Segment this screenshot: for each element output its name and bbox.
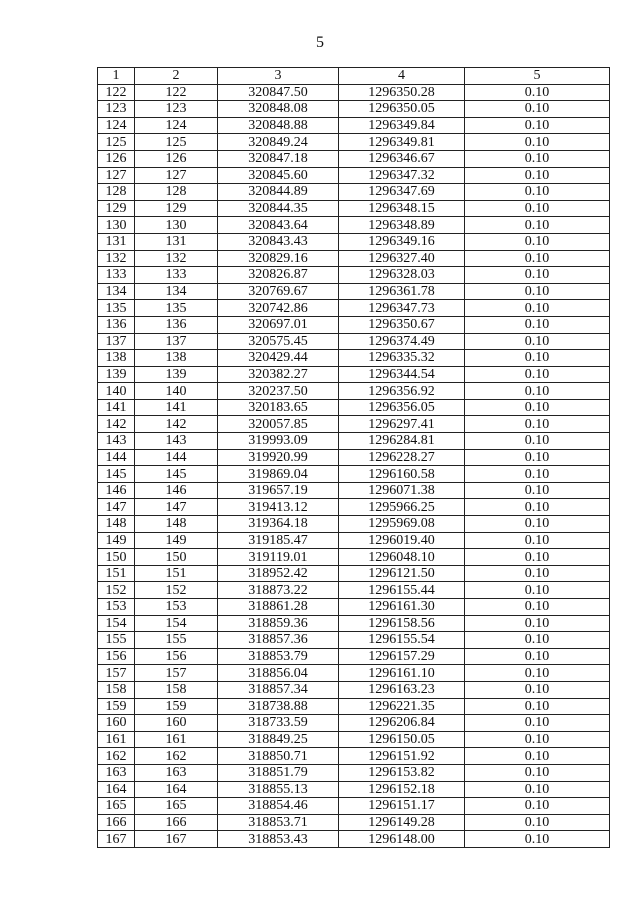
table-cell: 1296150.05: [339, 731, 465, 748]
table-cell: 1296346.67: [339, 150, 465, 167]
table-cell: 0.10: [465, 798, 610, 815]
table-cell: 0.10: [465, 283, 610, 300]
table-cell: 1296347.69: [339, 184, 465, 201]
table-cell: 1296348.89: [339, 217, 465, 234]
table-cell: 1296361.78: [339, 283, 465, 300]
table-cell: 161: [98, 731, 135, 748]
table-cell: 319364.18: [218, 516, 339, 533]
table-cell: 162: [98, 748, 135, 765]
table-cell: 0.10: [465, 466, 610, 483]
table-cell: 1296221.35: [339, 698, 465, 715]
table-cell: 318952.42: [218, 565, 339, 582]
table-row: [98, 814, 610, 831]
table-cell: 159: [135, 698, 218, 715]
table-cell: 320847.18: [218, 150, 339, 167]
table-cell: 139: [135, 366, 218, 383]
table-cell: 150: [98, 549, 135, 566]
table-cell: 318856.04: [218, 665, 339, 682]
table-row: [98, 715, 610, 732]
table-cell: 0.10: [465, 433, 610, 450]
table-cell: 0.10: [465, 250, 610, 267]
table-row: [98, 798, 610, 815]
table-row: [98, 433, 610, 450]
coordinates-table: [97, 67, 610, 848]
table-cell: 161: [135, 731, 218, 748]
table-cell: 1295969.08: [339, 516, 465, 533]
table-cell: 1296163.23: [339, 681, 465, 698]
table-cell: 137: [135, 333, 218, 350]
table-cell: 133: [98, 267, 135, 284]
table-cell: 150: [135, 549, 218, 566]
table-cell: 1296356.05: [339, 399, 465, 416]
table-cell: 141: [135, 399, 218, 416]
table-cell: 164: [135, 781, 218, 798]
table-cell: 0.10: [465, 383, 610, 400]
header-cell: 3: [218, 68, 339, 85]
table-cell: 319413.12: [218, 499, 339, 516]
table-cell: 0.10: [465, 781, 610, 798]
table-cell: 1296151.92: [339, 748, 465, 765]
table-cell: 147: [98, 499, 135, 516]
table-cell: 0.10: [465, 748, 610, 765]
table-cell: 0.10: [465, 316, 610, 333]
table-row: [98, 499, 610, 516]
table-cell: 167: [98, 831, 135, 848]
header-cell: 4: [339, 68, 465, 85]
table-cell: 0.10: [465, 516, 610, 533]
table-cell: 320429.44: [218, 350, 339, 367]
table-cell: 130: [98, 217, 135, 234]
table-cell: 158: [135, 681, 218, 698]
table-cell: 1296071.38: [339, 482, 465, 499]
table-row: [98, 217, 610, 234]
table-cell: 0.10: [465, 233, 610, 250]
table-cell: 139: [98, 366, 135, 383]
table-cell: 1296161.10: [339, 665, 465, 682]
table-cell: 151: [98, 565, 135, 582]
table-cell: 319920.99: [218, 449, 339, 466]
table-cell: 124: [98, 117, 135, 134]
table-cell: 320057.85: [218, 416, 339, 433]
table-cell: 135: [135, 300, 218, 317]
table-cell: 156: [135, 648, 218, 665]
table-cell: 1296148.00: [339, 831, 465, 848]
table-row: [98, 300, 610, 317]
table-cell: 131: [98, 233, 135, 250]
table-cell: 320843.43: [218, 233, 339, 250]
table-cell: 152: [135, 582, 218, 599]
table-cell: 125: [98, 134, 135, 151]
table-cell: 154: [135, 615, 218, 632]
table-cell: 144: [98, 449, 135, 466]
table-cell: 149: [135, 532, 218, 549]
table-cell: 165: [98, 798, 135, 815]
table-cell: 320847.50: [218, 84, 339, 101]
table-cell: 132: [135, 250, 218, 267]
table-cell: 0.10: [465, 532, 610, 549]
table-cell: 164: [98, 781, 135, 798]
table-row: [98, 731, 610, 748]
table-cell: 133: [135, 267, 218, 284]
table-cell: 144: [135, 449, 218, 466]
table-row: [98, 482, 610, 499]
table-cell: 0.10: [465, 698, 610, 715]
table-cell: 138: [135, 350, 218, 367]
table-cell: 1296350.05: [339, 101, 465, 118]
table-row: [98, 532, 610, 549]
table-cell: 0.10: [465, 499, 610, 516]
table-cell: 0.10: [465, 648, 610, 665]
table-cell: 0.10: [465, 117, 610, 134]
table-row: [98, 283, 610, 300]
table-row: [98, 648, 610, 665]
table-cell: 0.10: [465, 184, 610, 201]
table-cell: 1296206.84: [339, 715, 465, 732]
table-cell: 143: [135, 433, 218, 450]
table-cell: 1296347.32: [339, 167, 465, 184]
table-cell: 152: [98, 582, 135, 599]
table-cell: 134: [98, 283, 135, 300]
table-cell: 318733.59: [218, 715, 339, 732]
table-cell: 142: [135, 416, 218, 433]
table-row: [98, 333, 610, 350]
table-cell: 0.10: [465, 150, 610, 167]
table-row: [98, 316, 610, 333]
table-cell: 0.10: [465, 333, 610, 350]
table-cell: 123: [98, 101, 135, 118]
table-row: [98, 582, 610, 599]
table-cell: 140: [135, 383, 218, 400]
table-cell: 320697.01: [218, 316, 339, 333]
table-cell: 319993.09: [218, 433, 339, 450]
table-cell: 320845.60: [218, 167, 339, 184]
table-cell: 162: [135, 748, 218, 765]
table-cell: 0.10: [465, 615, 610, 632]
table-cell: 160: [135, 715, 218, 732]
table-cell: 320848.88: [218, 117, 339, 134]
table-cell: 0.10: [465, 632, 610, 649]
table-cell: 320382.27: [218, 366, 339, 383]
table-cell: 1296228.27: [339, 449, 465, 466]
table-cell: 319119.01: [218, 549, 339, 566]
table-cell: 134: [135, 283, 218, 300]
table-cell: 127: [98, 167, 135, 184]
table-row: [98, 764, 610, 781]
table-cell: 320849.24: [218, 134, 339, 151]
table-row: [98, 748, 610, 765]
table-cell: 149: [98, 532, 135, 549]
table-cell: 153: [135, 599, 218, 616]
table-row: [98, 615, 610, 632]
table-cell: 128: [135, 184, 218, 201]
table-cell: 146: [98, 482, 135, 499]
table-cell: 163: [98, 764, 135, 781]
table-cell: 318855.13: [218, 781, 339, 798]
table-row: [98, 184, 610, 201]
table-cell: 147: [135, 499, 218, 516]
table-cell: 135: [98, 300, 135, 317]
table-cell: 318873.22: [218, 582, 339, 599]
table-cell: 1296158.56: [339, 615, 465, 632]
table-cell: 156: [98, 648, 135, 665]
table-cell: 0.10: [465, 482, 610, 499]
table-cell: 145: [98, 466, 135, 483]
table-cell: 163: [135, 764, 218, 781]
table-cell: 0.10: [465, 350, 610, 367]
table-cell: 132: [98, 250, 135, 267]
table-cell: 320826.87: [218, 267, 339, 284]
table-cell: 158: [98, 681, 135, 698]
table-row: [98, 117, 610, 134]
table-cell: 318850.71: [218, 748, 339, 765]
table-cell: 140: [98, 383, 135, 400]
table-row: [98, 233, 610, 250]
table-cell: 0.10: [465, 366, 610, 383]
table-cell: 1296350.28: [339, 84, 465, 101]
table-cell: 0.10: [465, 565, 610, 582]
table-cell: 122: [98, 84, 135, 101]
table-cell: 123: [135, 101, 218, 118]
table-cell: 320844.89: [218, 184, 339, 201]
table-cell: 318849.25: [218, 731, 339, 748]
table-cell: 0.10: [465, 101, 610, 118]
table-cell: 1296149.28: [339, 814, 465, 831]
table-row: [98, 681, 610, 698]
table-cell: 320843.64: [218, 217, 339, 234]
table-cell: 1296327.40: [339, 250, 465, 267]
table-cell: 0.10: [465, 731, 610, 748]
table-row: [98, 549, 610, 566]
table-cell: 1296347.73: [339, 300, 465, 317]
table-cell: 165: [135, 798, 218, 815]
table-cell: 167: [135, 831, 218, 848]
table-cell: 127: [135, 167, 218, 184]
table-cell: 0.10: [465, 814, 610, 831]
table-cell: 157: [98, 665, 135, 682]
table-cell: 1296284.81: [339, 433, 465, 450]
table-row: [98, 383, 610, 400]
table-row: [98, 366, 610, 383]
table-row: [98, 134, 610, 151]
header-cell: 5: [465, 68, 610, 85]
table-cell: 136: [135, 316, 218, 333]
table-row: [98, 632, 610, 649]
table-cell: 148: [135, 516, 218, 533]
table-cell: 318853.43: [218, 831, 339, 848]
table-cell: 1296350.67: [339, 316, 465, 333]
table-cell: 318853.71: [218, 814, 339, 831]
table-cell: 126: [98, 150, 135, 167]
table-row: [98, 599, 610, 616]
table-cell: 318851.79: [218, 764, 339, 781]
table-row: [98, 565, 610, 582]
table-cell: 124: [135, 117, 218, 134]
table-cell: 320769.67: [218, 283, 339, 300]
table-cell: 160: [98, 715, 135, 732]
table-row: [98, 150, 610, 167]
table-cell: 1296348.15: [339, 200, 465, 217]
table-cell: 1296155.44: [339, 582, 465, 599]
table-cell: 136: [98, 316, 135, 333]
table-cell: 0.10: [465, 300, 610, 317]
table-cell: 0.10: [465, 267, 610, 284]
table-row: [98, 84, 610, 101]
table-cell: 1296349.84: [339, 117, 465, 134]
table-cell: 318738.88: [218, 698, 339, 715]
table-row: [98, 399, 610, 416]
page-number: 5: [316, 34, 324, 51]
table-cell: 155: [98, 632, 135, 649]
table-cell: 122: [135, 84, 218, 101]
table-cell: 1296160.58: [339, 466, 465, 483]
table-cell: 0.10: [465, 399, 610, 416]
table-cell: 0.10: [465, 665, 610, 682]
table-cell: 128: [98, 184, 135, 201]
table-cell: 1296157.29: [339, 648, 465, 665]
table-cell: 0.10: [465, 200, 610, 217]
table-cell: 320742.86: [218, 300, 339, 317]
table-cell: 1296349.16: [339, 233, 465, 250]
table-cell: 1296121.50: [339, 565, 465, 582]
table-cell: 1296155.54: [339, 632, 465, 649]
table-cell: 320829.16: [218, 250, 339, 267]
table-cell: 157: [135, 665, 218, 682]
table-cell: 141: [98, 399, 135, 416]
table-row: [98, 267, 610, 284]
table-cell: 143: [98, 433, 135, 450]
table-cell: 0.10: [465, 449, 610, 466]
table-cell: 318854.46: [218, 798, 339, 815]
table-cell: 1295966.25: [339, 499, 465, 516]
table-cell: 1296344.54: [339, 366, 465, 383]
table-row: [98, 101, 610, 118]
table-cell: 0.10: [465, 84, 610, 101]
table-row: [98, 466, 610, 483]
table-cell: 166: [98, 814, 135, 831]
table-cell: 1296152.18: [339, 781, 465, 798]
table-cell: 318859.36: [218, 615, 339, 632]
table-cell: 142: [98, 416, 135, 433]
table-cell: 125: [135, 134, 218, 151]
table-cell: 1296335.32: [339, 350, 465, 367]
table-cell: 1296153.82: [339, 764, 465, 781]
header-cell: 2: [135, 68, 218, 85]
table-cell: 166: [135, 814, 218, 831]
table-cell: 1296161.30: [339, 599, 465, 616]
table-cell: 129: [98, 200, 135, 217]
table-row: [98, 167, 610, 184]
table-cell: 146: [135, 482, 218, 499]
table-row: [98, 449, 610, 466]
table-cell: 0.10: [465, 599, 610, 616]
table-cell: 320848.08: [218, 101, 339, 118]
table-cell: 1296374.49: [339, 333, 465, 350]
table-row: [98, 516, 610, 533]
table-cell: 1296356.92: [339, 383, 465, 400]
table-cell: 129: [135, 200, 218, 217]
table-cell: 0.10: [465, 831, 610, 848]
table-row: [98, 250, 610, 267]
table-cell: 319185.47: [218, 532, 339, 549]
table-cell: 318853.79: [218, 648, 339, 665]
table-cell: 1296297.41: [339, 416, 465, 433]
table-cell: 159: [98, 698, 135, 715]
table-cell: 126: [135, 150, 218, 167]
header-cell: 1: [98, 68, 135, 85]
table-cell: 320575.45: [218, 333, 339, 350]
table-cell: 0.10: [465, 416, 610, 433]
table-cell: 0.10: [465, 681, 610, 698]
table-cell: 145: [135, 466, 218, 483]
table-cell: 1296048.10: [339, 549, 465, 566]
table-cell: 318861.28: [218, 599, 339, 616]
table-cell: 0.10: [465, 167, 610, 184]
table-cell: 130: [135, 217, 218, 234]
table-row: [98, 416, 610, 433]
table-row: [98, 698, 610, 715]
table-row: [98, 781, 610, 798]
table-cell: 153: [98, 599, 135, 616]
table-row: [98, 665, 610, 682]
table-cell: 0.10: [465, 549, 610, 566]
table-cell: 137: [98, 333, 135, 350]
table-cell: 320183.65: [218, 399, 339, 416]
table-cell: 0.10: [465, 715, 610, 732]
table-cell: 0.10: [465, 582, 610, 599]
table-cell: 1296019.40: [339, 532, 465, 549]
table-row: [98, 200, 610, 217]
table-cell: 319657.19: [218, 482, 339, 499]
table-cell: 131: [135, 233, 218, 250]
table-cell: 148: [98, 516, 135, 533]
table-cell: 320237.50: [218, 383, 339, 400]
table-row: [98, 831, 610, 848]
header-row: [98, 68, 610, 85]
table-cell: 1296328.03: [339, 267, 465, 284]
table-cell: 1296151.17: [339, 798, 465, 815]
table-cell: 318857.34: [218, 681, 339, 698]
table-cell: 0.10: [465, 217, 610, 234]
table-cell: 320844.35: [218, 200, 339, 217]
table-row: [98, 350, 610, 367]
table-cell: 0.10: [465, 134, 610, 151]
table-cell: 0.10: [465, 764, 610, 781]
table-cell: 154: [98, 615, 135, 632]
table-cell: 155: [135, 632, 218, 649]
table-cell: 319869.04: [218, 466, 339, 483]
table-cell: 318857.36: [218, 632, 339, 649]
table-cell: 151: [135, 565, 218, 582]
table-cell: 1296349.81: [339, 134, 465, 151]
table-cell: 138: [98, 350, 135, 367]
